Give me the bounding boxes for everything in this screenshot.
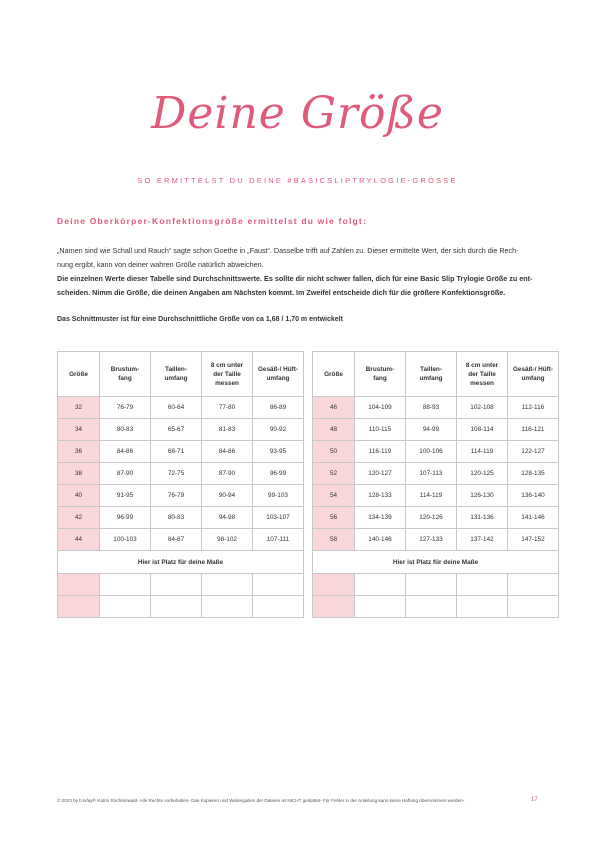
- cell-waist: 114-119: [406, 485, 457, 507]
- placeholder-row: [313, 551, 559, 574]
- cell-size: 56: [313, 507, 355, 529]
- cell-size: 58: [313, 529, 355, 551]
- header-under-waist: [457, 352, 508, 397]
- header-under-waist: [202, 352, 253, 397]
- empty-input-cell[interactable]: [253, 596, 304, 618]
- cell-waist: 65-67: [151, 419, 202, 441]
- header-line: Gesäß-/ Hüft-: [257, 366, 299, 373]
- cell-bust: 100-103: [100, 529, 151, 551]
- header-line: der Taille: [468, 370, 496, 378]
- cell-under-waist: 81-83: [202, 419, 253, 441]
- empty-input-row: [58, 596, 304, 618]
- empty-input-row: [58, 574, 304, 596]
- empty-input-cell[interactable]: [202, 574, 253, 596]
- header-line: der Taille: [213, 370, 241, 378]
- cell-hip: 86-89: [253, 397, 304, 419]
- table-body: [313, 397, 559, 618]
- cell-hip: 116-121: [508, 419, 559, 441]
- table-row: [58, 419, 304, 441]
- cell-size: 46: [313, 397, 355, 419]
- cell-bust: 110-115: [355, 419, 406, 441]
- header-line: umfang: [266, 375, 290, 382]
- header-line: Taillen-: [420, 366, 442, 373]
- header-line: Brustum-: [110, 366, 140, 373]
- empty-input-cell[interactable]: [58, 596, 100, 618]
- cell-under-waist: 90-94: [202, 485, 253, 507]
- cell-bust: 134-139: [355, 507, 406, 529]
- cell-waist: 100-106: [406, 441, 457, 463]
- empty-input-cell[interactable]: [253, 574, 304, 596]
- table-row: [58, 397, 304, 419]
- cell-under-waist: 137-142: [457, 529, 508, 551]
- table-header-row: [58, 352, 304, 397]
- empty-input-cell[interactable]: [202, 596, 253, 618]
- empty-input-cell[interactable]: [313, 574, 355, 596]
- cell-hip: 136-140: [508, 485, 559, 507]
- cell-bust: 140-146: [355, 529, 406, 551]
- table-row: [58, 485, 304, 507]
- cell-size: 52: [313, 463, 355, 485]
- cell-bust: 116-119: [355, 441, 406, 463]
- cell-bust: 104-109: [355, 397, 406, 419]
- header-line: 8 cm unter: [465, 361, 499, 369]
- cell-hip: 141-146: [508, 507, 559, 529]
- cell-under-waist: 126-130: [457, 485, 508, 507]
- cell-waist: 84-87: [151, 529, 202, 551]
- empty-input-cell[interactable]: [100, 596, 151, 618]
- cell-under-waist: 114-119: [457, 441, 508, 463]
- table-row: [313, 485, 559, 507]
- table-row: [58, 507, 304, 529]
- cell-hip: 103-107: [253, 507, 304, 529]
- cell-hip: 128-135: [508, 463, 559, 485]
- cell-hip: 90-92: [253, 419, 304, 441]
- table-row: [58, 463, 304, 485]
- cell-waist: 88-93: [406, 397, 457, 419]
- cell-waist: 60-64: [151, 397, 202, 419]
- header-waist: [151, 352, 202, 397]
- cell-size: 40: [58, 485, 100, 507]
- cell-under-waist: 77-80: [202, 397, 253, 419]
- cell-under-waist: 102-108: [457, 397, 508, 419]
- cell-size: 32: [58, 397, 100, 419]
- page-subtitle: SO ERMITTELST DU DEINE #BASICSLIPTRYLOGIE-GRÖSSE: [137, 176, 458, 185]
- cell-size: 50: [313, 441, 355, 463]
- placeholder-label: Hier ist Platz für deine Maße: [58, 551, 304, 574]
- cell-under-waist: 87-90: [202, 463, 253, 485]
- cell-under-waist: 94-98: [202, 507, 253, 529]
- header-line: Brustum-: [365, 366, 395, 373]
- cell-bust: 87-90: [100, 463, 151, 485]
- placeholder-row: [58, 551, 304, 574]
- header-line: umfang: [521, 375, 545, 382]
- cell-waist: 120-126: [406, 507, 457, 529]
- header-line: Gesäß-/ Hüft-: [512, 366, 554, 373]
- table-body: [58, 397, 304, 618]
- table-row: [313, 397, 559, 419]
- header-line: umfang: [164, 375, 188, 382]
- table-row: [313, 419, 559, 441]
- header-hip: [253, 352, 304, 397]
- cell-under-waist: 120-125: [457, 463, 508, 485]
- cell-size: 36: [58, 441, 100, 463]
- cell-under-waist: 108-114: [457, 419, 508, 441]
- table-row: [313, 441, 559, 463]
- empty-input-cell[interactable]: [100, 574, 151, 596]
- table-header-row: [313, 352, 559, 397]
- table-row: [313, 507, 559, 529]
- header-bust: [100, 352, 151, 397]
- cell-hip: 122-127: [508, 441, 559, 463]
- cell-bust: 128-133: [355, 485, 406, 507]
- table-row: [58, 441, 304, 463]
- cell-waist: 68-71: [151, 441, 202, 463]
- table-row: [58, 529, 304, 551]
- cell-waist: 127-133: [406, 529, 457, 551]
- page-title: Deine Größe: [151, 88, 444, 139]
- cell-waist: 80-83: [151, 507, 202, 529]
- empty-input-cell[interactable]: [151, 596, 202, 618]
- cell-size: 42: [58, 507, 100, 529]
- empty-input-cell[interactable]: [508, 574, 559, 596]
- cell-size: 38: [58, 463, 100, 485]
- table-row: [313, 529, 559, 551]
- empty-input-row: [313, 574, 559, 596]
- cell-size: 48: [313, 419, 355, 441]
- intro-line: „Namen sind wie Schall und Rauch“ sagte schon Goethe in „Faust“. Dasselbe trifft auf Zahlen zu. Dieser ermittelte Wert, der sich durch die Rech-: [57, 246, 519, 255]
- intro-line: scheiden. Nimm die Größe, die deinen Angaben am Nächsten kommt. Im Zweifel entscheide dich für die größere Konfektionsgröße.: [57, 288, 506, 297]
- cell-under-waist: 98-102: [202, 529, 253, 551]
- intro-text: [57, 244, 547, 300]
- empty-input-cell[interactable]: [355, 574, 406, 596]
- cell-hip: 96-99: [253, 463, 304, 485]
- empty-input-row: [313, 596, 559, 618]
- header-size: Größe: [58, 352, 100, 397]
- cell-hip: 147-152: [508, 529, 559, 551]
- cell-waist: 72-75: [151, 463, 202, 485]
- cell-bust: 76-79: [100, 397, 151, 419]
- table-row: [313, 463, 559, 485]
- intro-line: Die einzelnen Werte dieser Tabelle sind Durchschnittswerte. Es sollte dir nicht schwer fallen, dich für eine Basic Slip Trylogie Größe zu ent-: [57, 274, 533, 283]
- pattern-note: Das Schnittmuster ist für eine Durchschnittliche Größe von ca 1,68 / 1,70 m entwickelt: [57, 316, 343, 323]
- empty-input-cell[interactable]: [151, 574, 202, 596]
- empty-input-cell[interactable]: [58, 574, 100, 596]
- header-line: umfang: [419, 375, 443, 382]
- cell-bust: 80-83: [100, 419, 151, 441]
- cell-waist: 107-113: [406, 463, 457, 485]
- cell-bust: 91-95: [100, 485, 151, 507]
- empty-input-cell[interactable]: [457, 574, 508, 596]
- cell-hip: 107-111: [253, 529, 304, 551]
- intro-line: nung ergibt, kann von deiner wahren Größe natürlich abweichen.: [57, 260, 264, 269]
- cell-under-waist: 131-136: [457, 507, 508, 529]
- cell-under-waist: 84-86: [202, 441, 253, 463]
- header-waist: [406, 352, 457, 397]
- size-table-left: [57, 351, 304, 618]
- cell-size: 34: [58, 419, 100, 441]
- placeholder-label: Hier ist Platz für deine Maße: [313, 551, 559, 574]
- size-table-right: [312, 351, 559, 618]
- cell-bust: 120-127: [355, 463, 406, 485]
- header-line: fang: [373, 375, 387, 382]
- footer-copyright: © 2023 by b.lvfay® Katrin Rochtenwald- Alle Rechte vorbehalten- Das Kopieren und Weitergaben der Dateien ist NICHT gestattet- Für Fehler in der Anleitung kann keine Haftung übernommen werden-: [57, 798, 465, 803]
- cell-waist: 76-79: [151, 485, 202, 507]
- cell-bust: 84-86: [100, 441, 151, 463]
- page-number: 17: [531, 797, 538, 803]
- cell-hip: 93-95: [253, 441, 304, 463]
- cell-hip: 99-103: [253, 485, 304, 507]
- empty-input-cell[interactable]: [313, 596, 355, 618]
- empty-input-cell[interactable]: [355, 596, 406, 618]
- header-line: messen: [215, 379, 239, 387]
- cell-size: 54: [313, 485, 355, 507]
- header-line: fang: [118, 375, 132, 382]
- header-bust: [355, 352, 406, 397]
- cell-bust: 96-99: [100, 507, 151, 529]
- cell-size: 44: [58, 529, 100, 551]
- header-line: messen: [470, 379, 494, 387]
- empty-input-cell[interactable]: [508, 596, 559, 618]
- header-hip: [508, 352, 559, 397]
- section-heading: Deine Oberkörper-Konfektionsgröße ermittelst du wie folgt:: [57, 216, 367, 226]
- header-size: Größe: [313, 352, 355, 397]
- cell-waist: 94-99: [406, 419, 457, 441]
- header-line: 8 cm unter: [210, 361, 244, 369]
- empty-input-cell[interactable]: [457, 596, 508, 618]
- header-line: Taillen-: [165, 366, 187, 373]
- empty-input-cell[interactable]: [406, 574, 457, 596]
- cell-hip: 112-116: [508, 397, 559, 419]
- empty-input-cell[interactable]: [406, 596, 457, 618]
